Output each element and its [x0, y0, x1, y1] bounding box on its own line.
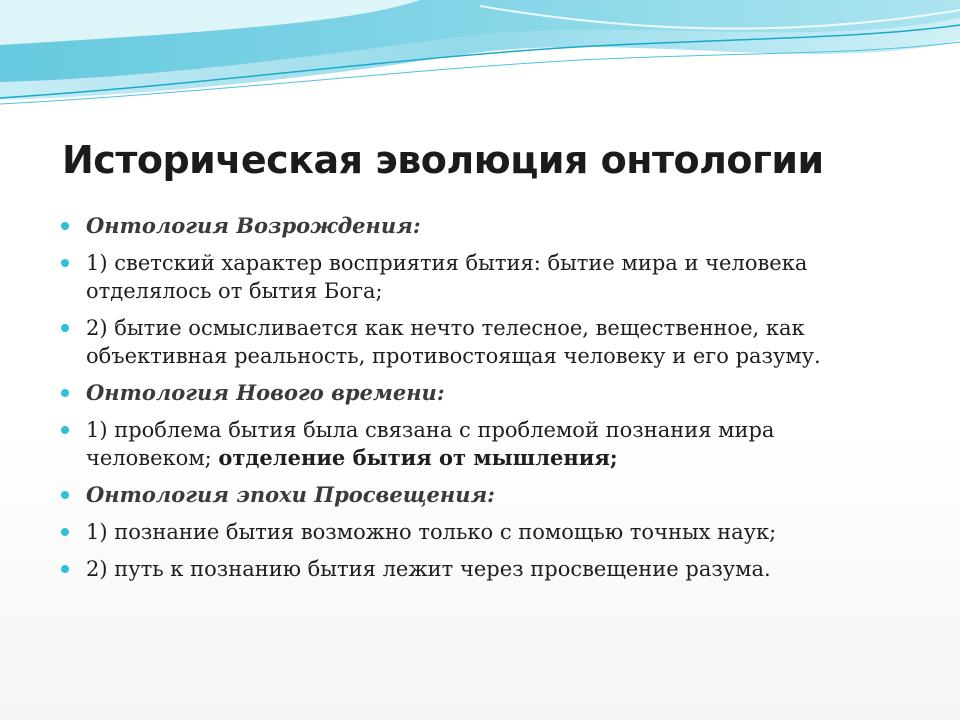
- bullet-text: 2) путь к познанию бытия лежит через просвещение разума.: [86, 557, 771, 581]
- bullet-dot-icon: [61, 222, 69, 230]
- bullet-item: [58, 314, 898, 370]
- bullet-text: 1) светский характер восприятия бытия: бытие мира и человека отделялось от бытия Бога;: [86, 251, 808, 303]
- section-heading: Онтология Нового времени:: [86, 380, 445, 405]
- bullet-dot-icon: [61, 565, 69, 573]
- bullet-item: [58, 212, 898, 240]
- bullet-item: [58, 416, 898, 472]
- bullet-dot-icon: [61, 389, 69, 397]
- bullet-list: [58, 212, 898, 592]
- section-heading: Онтология эпохи Просвещения:: [86, 482, 495, 507]
- bullet-dot-icon: [61, 324, 69, 332]
- bullet-item: [58, 249, 898, 305]
- bullet-dot-icon: [61, 528, 69, 536]
- bullet-item: [58, 481, 898, 509]
- wave-decoration: [0, 0, 960, 120]
- bullet-item: [58, 518, 898, 546]
- section-heading: Онтология Возрождения:: [86, 213, 421, 238]
- bullet-bold-text: отделение бытия от мышления;: [218, 445, 618, 470]
- bullet-dot-icon: [61, 259, 69, 267]
- bullet-text: 1) проблема бытия была связана с проблемой познания мира человеком;: [86, 418, 775, 470]
- bullet-dot-icon: [61, 491, 69, 499]
- bullet-item: [58, 379, 898, 407]
- bullet-item: [58, 555, 898, 583]
- bullet-text: 1) познание бытия возможно только с помощью точных наук;: [86, 520, 777, 544]
- bullet-dot-icon: [61, 426, 69, 434]
- slide-title: Историческая эволюция онтологии: [62, 138, 824, 182]
- bullet-text: 2) бытие осмысливается как нечто телесное, вещественное, как объективная реальность, противостоящая человеку и его разуму.: [86, 316, 821, 368]
